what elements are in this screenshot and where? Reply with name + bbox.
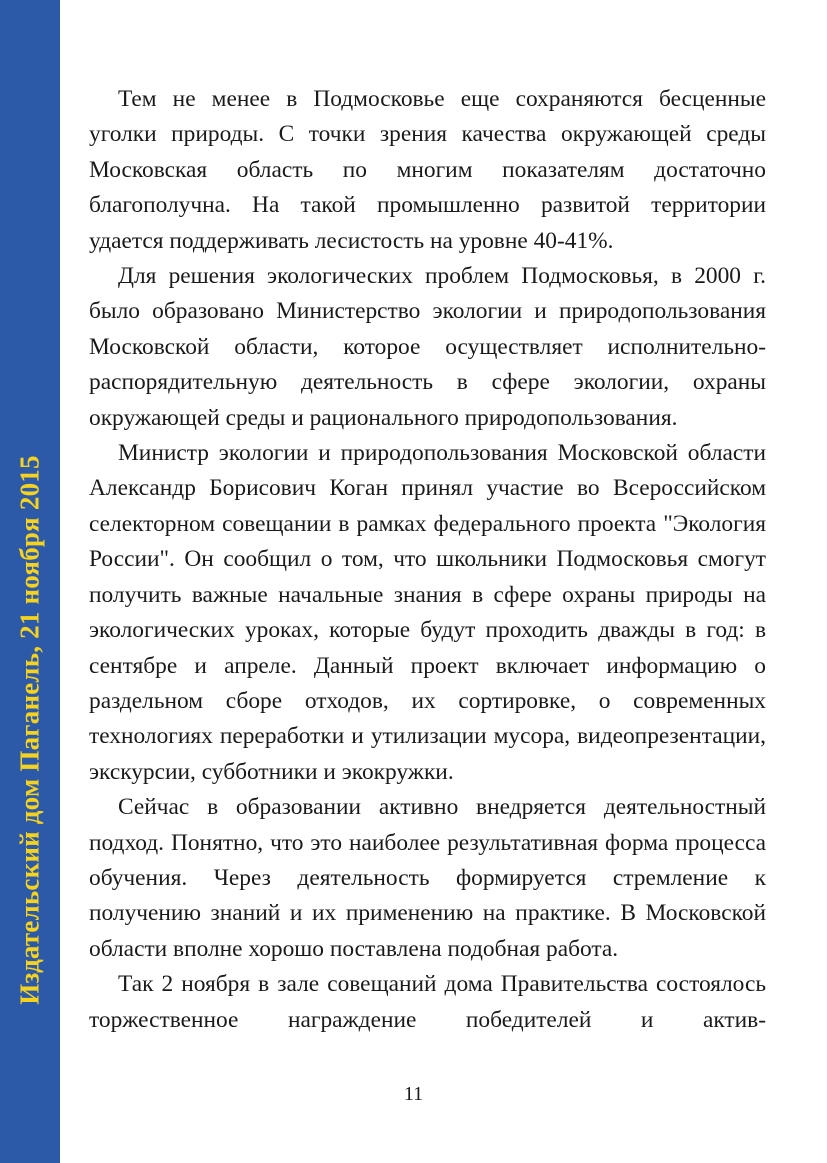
paragraph-2: Для решения экологических проблем Подмосковья, в 2000 г. было образовано Министерство экологии и природопользования Московской области, которое осуществляет исполнительно-распорядительную деятельность в сфере экологии, охраны окружающей среды и рационального природопользования.: [89, 263, 766, 431]
paragraph-5: Так 2 ноября в зале совещаний дома Правительства состоялось торжественное награждение победителей и актив-: [89, 971, 766, 1033]
paragraph-4: Сейчас в образовании активно внедряется деятельностный подход. Понятно, что это наиболее результативная форма процесса обучения. Через деятельность формируется стремление к получению знаний и их применению на практике. В Московской области вполне хорошо поставлена подобная работа.: [89, 794, 766, 962]
page-number: [0, 1083, 827, 1106]
publisher-date-label: Издательский дом Паганель, 21 ноября 2015: [14, 455, 45, 1005]
sidebar-band: [0, 0, 60, 1163]
page-body: [89, 82, 766, 1038]
paragraph-3: Министр экологии и природопользования Московской области Александр Борисович Коган принял участие во Всероссийском селекторном совещании в рамках федерального проекта "Экология России". Он сообщил о том, что школьники Подмосковья смогут получить важные начальные знания в сфере охраны природы на экологических уроках, которые будут проходить дважды в год: в сентябре и апреле. Данный проект включает информацию о раздельном сборе отходов, их сортировке, о современных технологиях переработки и утилизации мусора, видеопрезентации, экскурсии, субботники и экокружки.: [89, 440, 766, 785]
page-number-label: 11: [403, 1083, 424, 1105]
paragraph-1: Тем не менее в Подмосковье еще сохраняются бесценные уголки природы. С точки зрения качества окружающей среды Московская область по многим показателям достаточно благополучна. На такой промышленно развитой территории удается поддерживать лесистость на уровне 40-41%.: [89, 86, 766, 254]
